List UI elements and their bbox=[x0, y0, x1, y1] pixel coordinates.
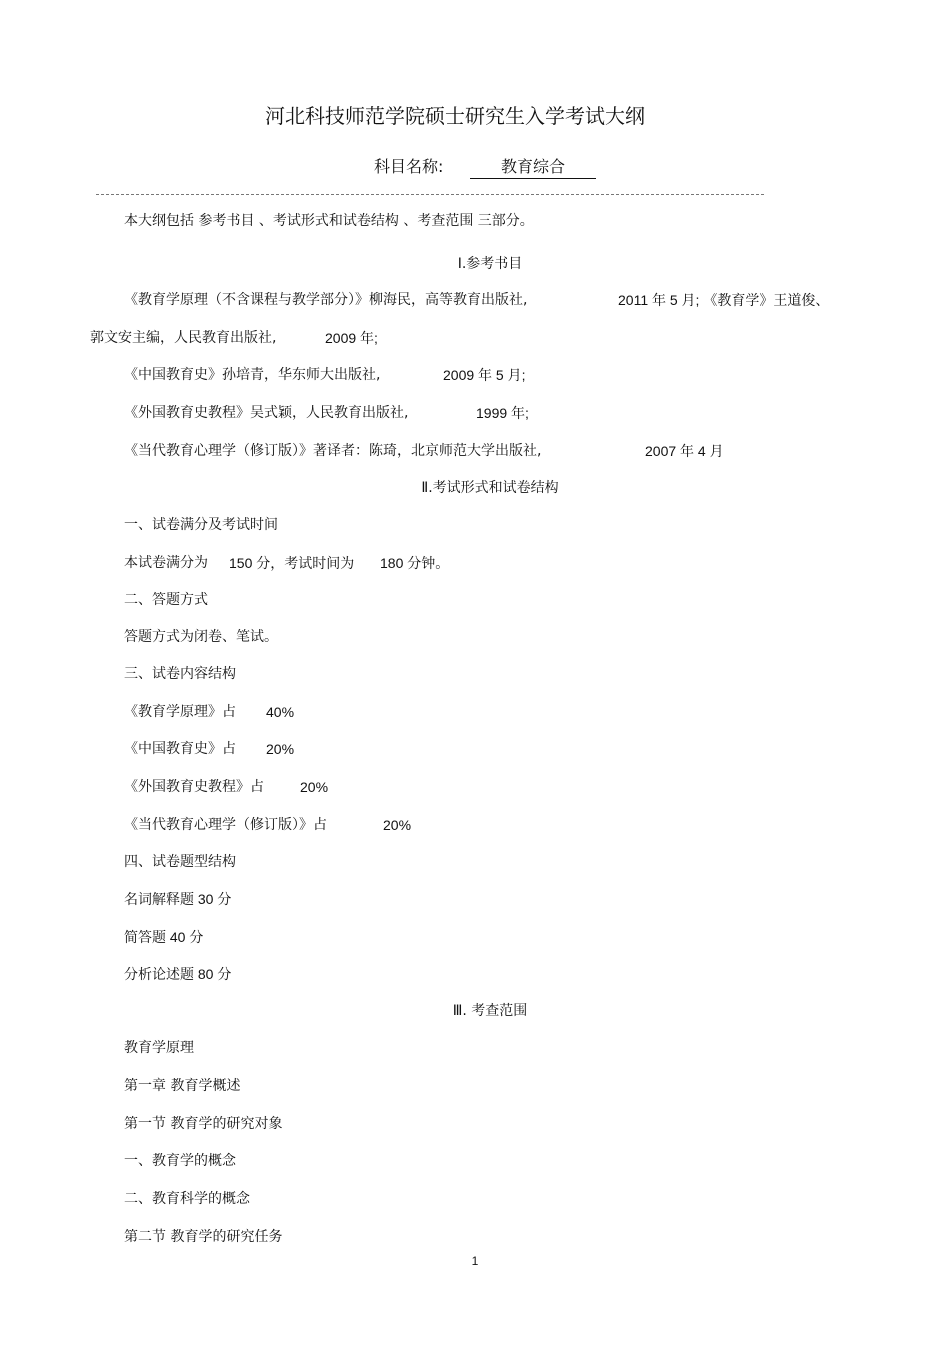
reference-2-text: 《中国教育史》孙培青，华东师大出版社, bbox=[124, 367, 381, 383]
exam-score-label: 本试卷满分为 bbox=[124, 555, 208, 571]
section-1-heading: Ⅰ.参考书目 bbox=[457, 256, 523, 272]
section-3-heading: Ⅲ. 考查范围 bbox=[452, 1003, 528, 1019]
page-number: 1 bbox=[471, 1254, 479, 1268]
exam-heading-1: 一、试卷满分及考试时间 bbox=[124, 517, 278, 533]
content-item-2-percent: 20% bbox=[266, 741, 295, 757]
reference-1-date: 2011 年 5 月; 《教育学》王道俊、 bbox=[618, 292, 830, 308]
subject-value: 教育综合 bbox=[470, 156, 596, 179]
reference-1-continued-year: 2009 年; bbox=[325, 330, 378, 346]
question-type-2: 简答题 40 分 bbox=[124, 929, 204, 945]
section-2-heading: Ⅱ.考试形式和试卷结构 bbox=[421, 480, 559, 496]
scope-section-2: 第二节 教育学的研究任务 bbox=[124, 1229, 283, 1245]
exam-heading-2: 二、答题方式 bbox=[124, 592, 208, 608]
question-type-1: 名词解释题 30 分 bbox=[124, 891, 232, 907]
content-item-1-percent: 40% bbox=[266, 704, 295, 720]
content-item-4-percent: 20% bbox=[383, 817, 412, 833]
question-type-3: 分析论述题 80 分 bbox=[124, 966, 232, 982]
exam-score-and-time: 150 分，考试时间为 bbox=[229, 555, 355, 571]
answer-method-text: 答题方式为闭卷、笔试。 bbox=[124, 629, 278, 645]
scope-section-1: 第一节 教育学的研究对象 bbox=[124, 1116, 283, 1132]
dashed-divider bbox=[96, 194, 764, 195]
document-title: 河北科技师范学院硕士研究生入学考试大纲 bbox=[265, 104, 645, 128]
reference-1-text: 《教育学原理（不含课程与教学部分）》柳海民，高等教育出版社, bbox=[124, 292, 528, 308]
reference-4-date: 2007 年 4 月 bbox=[645, 443, 724, 459]
intro-paragraph: 本大纲包括 参考书目 、考试形式和试卷结构 、考查范围 三部分。 bbox=[124, 213, 534, 229]
scope-subject: 教育学原理 bbox=[124, 1040, 194, 1056]
content-item-2: 《中国教育史》占 bbox=[124, 741, 236, 757]
content-item-4: 《当代教育心理学（修订版）》占 bbox=[124, 817, 327, 833]
content-item-3: 《外国教育史教程》占 bbox=[124, 779, 264, 795]
reference-3-text: 《外国教育史教程》吴式颖，人民教育出版社, bbox=[124, 405, 409, 421]
reference-3-date: 1999 年; bbox=[476, 405, 529, 421]
scope-item-2: 二、教育科学的概念 bbox=[124, 1191, 250, 1207]
content-item-1: 《教育学原理》占 bbox=[124, 704, 236, 720]
reference-1-continued: 郭文安主编，人民教育出版社, bbox=[90, 330, 277, 346]
exam-heading-4: 四、试卷题型结构 bbox=[124, 854, 236, 870]
scope-item-1: 一、教育学的概念 bbox=[124, 1153, 236, 1169]
reference-4-text: 《当代教育心理学（修订版）》著译者：陈琦，北京师范大学出版社, bbox=[124, 443, 542, 459]
exam-duration: 180 分钟。 bbox=[380, 555, 450, 571]
content-item-3-percent: 20% bbox=[300, 779, 329, 795]
exam-heading-3: 三、试卷内容结构 bbox=[124, 666, 236, 682]
subject-label: 科目名称: bbox=[374, 157, 444, 176]
reference-2-date: 2009 年 5 月; bbox=[443, 367, 526, 383]
scope-chapter-1: 第一章 教育学概述 bbox=[124, 1078, 241, 1094]
